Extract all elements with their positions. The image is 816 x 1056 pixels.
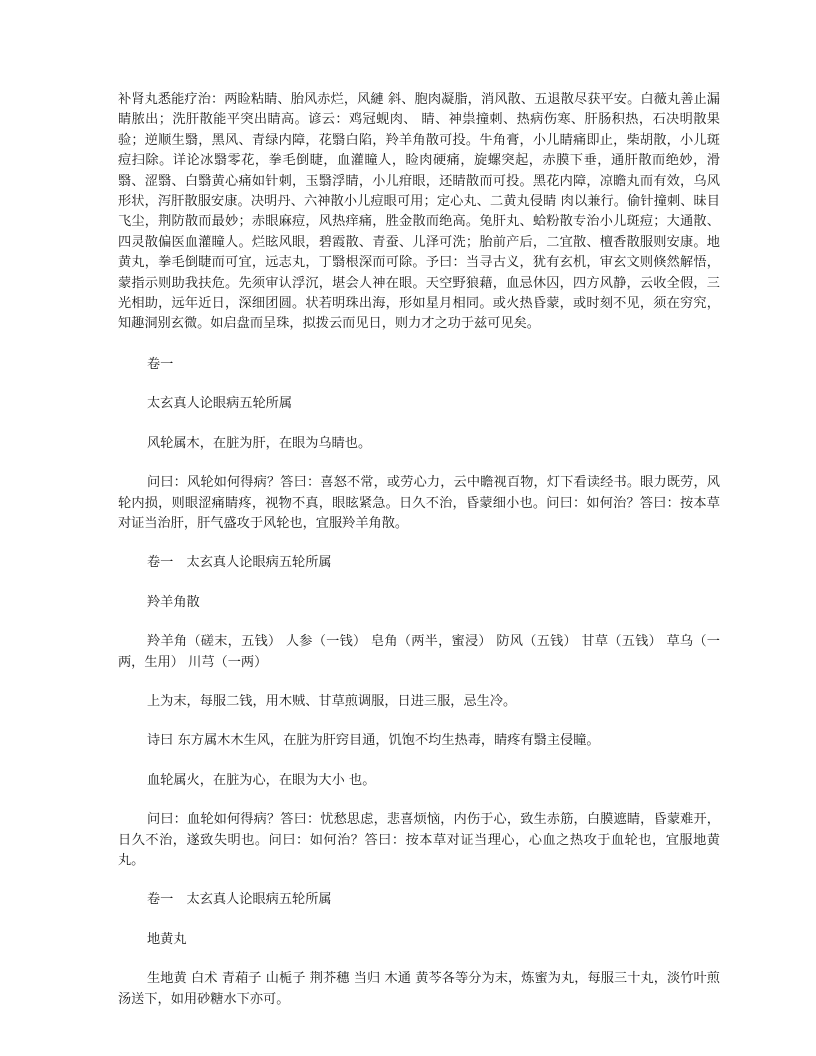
usage-paragraph: 上为末，每服二钱，用木贼、甘草煎调服，日进三服，忌生冷。	[147, 693, 517, 709]
prescription-title: 羚羊角散	[147, 594, 200, 610]
blood-wheel-qa-paragraph: 问曰：血轮如何得病？答曰：忧愁思虑，悲喜烦恼，内伤于心，致生赤筋，白膜遮睛，昏蒙难开，日久不治，遂致失明也。问曰：如何治？答曰：按本草对证当理心，心血之热攻于血轮也，宜服地黄丸。	[118, 812, 720, 868]
ingredients-paragraph-2: 生地黄 白术 青葙子 山栀子 荆芥穗 当归 木通 黄芩各等分为末，炼蜜为丸，每服三十丸，淡竹叶煎汤送下，如用砂糖水下亦可。	[118, 971, 720, 1007]
blood-wheel-paragraph: 血轮属火，在脏为心，在眼为大小 也。	[147, 772, 376, 788]
section-heading-repeat: 卷一 太玄真人论眼病五轮所属	[147, 555, 332, 571]
prescription-title-2: 地黄丸	[147, 931, 187, 947]
poem-paragraph: 诗曰 东方属木木生风，在脏为肝窍目通，饥饱不均生热毒，睛疼有翳主侵瞳。	[147, 733, 600, 749]
section-heading-repeat-2: 卷一 太玄真人论眼病五轮所属	[147, 892, 332, 908]
intro-paragraph: 补肾丸悉能疗治：两睑粘睛、胎风赤烂，风縺 斜、胞肉凝脂，消风散、五退散尽获平安。白薇丸善止漏睛脓出；洗肝散能平突出睛高。谚云：鸡冠蚬肉、 睛、神祟撞刺、热病伤寒、肝肠积热，石决明散果验；逆顺生翳，黑风、青绿内障，花翳白陷，羚羊角散可投。牛角膏，小儿睛痛即止，柴胡散，小儿斑痘扫除。详论冰翳零花，拳毛倒睫，血灌瞳人，睑肉硬痛，旋螺突起，赤膜下垂，通肝散而绝妙，滑翳、涩翳、白翳黄心痛如针刺，玉翳浮睛，小儿疳眼，还睛散而可投。黑花内障，凉瞻丸而有效，乌风形状，泻肝散服安康。决明丹、六神散小儿痘眼可用；定心丸、二黄丸侵睛 肉以兼行。偷针撞刺、昧目飞尘，荆防散而最妙；赤眼麻痘，风热痒痛，胜金散而绝高。兔肝丸、蛤粉散专治小儿斑痘；大通散、四灵散偏医血灌瞳人。烂眩风眼，碧霞散、青蚕、儿泽可洗；胎前产后，二宜散、檀香散服则安康。地黄丸，拳毛倒睫而可宜，远志丸，丁翳根深而可除。予曰：当寻古义，犹有玄机，审玄文则倏然解悟，蒙指示则助我扶危。先须审认浮沉，堪会人神在眼。天空野狼藉，血忌休囚，四方风静，云收全假，三光相助，远年近日，深细团圆。状若明珠出海，形如星月相同。或火热昏蒙，或时刻不见，须在穷究，知趣洞别玄微。如启盘而呈珠，拟拨云而见日，则力才之功于兹可见矣。	[118, 92, 720, 332]
ingredients-paragraph: 羚羊角（磋末，五钱） 人参（一钱） 皂角（两半，蜜浸） 防风（五钱） 甘草（五钱） 草乌（一两，生用） 川芎（一两）	[118, 634, 720, 670]
section-heading: 太玄真人论眼病五轮所属	[147, 396, 293, 412]
volume-heading: 卷一	[147, 356, 174, 372]
wind-wheel-qa-paragraph: 问曰：风轮如何得病？答曰：喜怒不常，或劳心力，云中瞻视百物，灯下看读经书。眼力既劳，风轮内损，则眼涩痛睛疼，视物不真，眼眩紧急。日久不治，昏蒙细小也。问曰：如何治？答曰：按本草对证当治肝，肝气盛攻于风轮也，宜服羚羊角散。	[118, 475, 720, 531]
wind-wheel-paragraph: 风轮属木，在脏为肝，在眼为乌睛也。	[147, 435, 372, 451]
